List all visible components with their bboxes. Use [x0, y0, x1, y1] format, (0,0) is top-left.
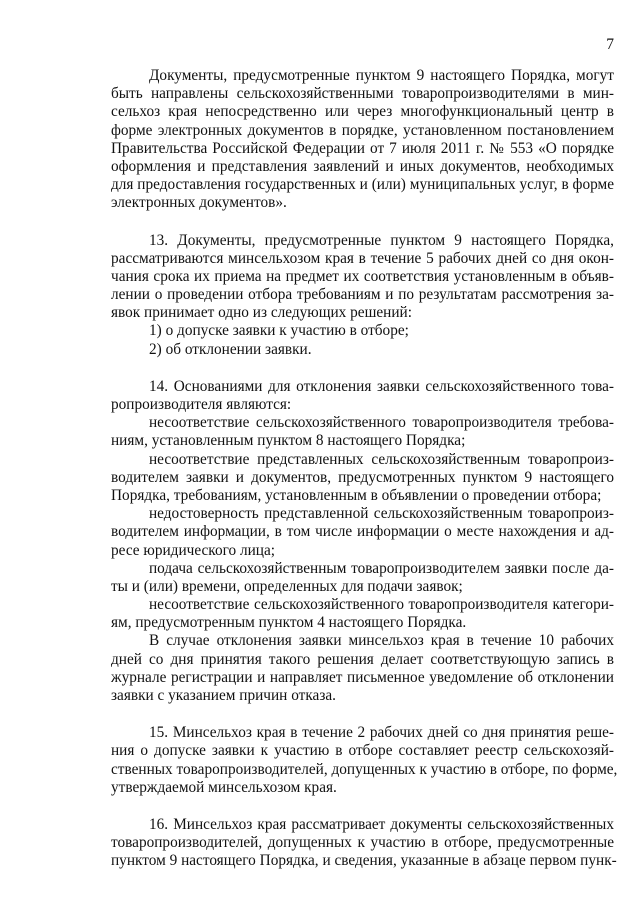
text-line: для предоставления государственных и (или) муниципальных услуг, в форме [111, 176, 614, 194]
paragraph-gap [111, 705, 614, 724]
text-line: ты и (или) времени, определенных для подачи заявок; [111, 577, 463, 595]
text-line: товаропроизводителей, допущенных к участию в отборе, предусмотренные [111, 834, 614, 852]
text-line: форме электронных документов в порядке, установленном постановлением [111, 121, 614, 139]
text-line: электронных документов». [111, 194, 287, 212]
paragraph-gap [111, 359, 614, 378]
text-line: ственных товаропроизводителей, допущенных к участию в отборе, по форме, [111, 760, 618, 778]
text-line: Порядка, требованиям, установленным в объявлении о проведении отбора; [111, 486, 602, 504]
text-line: рассматриваются минсельхозом края в течение 5 рабочих дней со дня окон- [111, 249, 614, 267]
text-line: сельхоз края непосредственно или через многофункциональный центр в [111, 103, 614, 121]
paragraph-gap [111, 213, 614, 232]
paragraph [111, 67, 614, 213]
text-line: журнале регистрации и направляет письменное уведомление об отклонении [111, 668, 614, 686]
text-line: пунктом 9 настоящего Порядка, и сведения, указанные в абзаце первом пунк- [111, 852, 617, 870]
text-line: 16. Минсельхоз края рассматривает документы сельскохозяйственных [149, 815, 614, 833]
paragraph [111, 378, 614, 705]
text-line: подача сельскохозяйственным товаропроизводителем заявки после да- [149, 559, 614, 577]
text-line: В случае отклонения заявки минсельхоз края в течение 10 рабочих [149, 632, 614, 650]
text-line: заявки с указанием причин отказа. [111, 687, 336, 704]
text-line: дней со дня принятия такого решения делает соответствующую запись в [111, 650, 614, 668]
text-line: ниям, установленным пунктом 8 настоящего Порядка; [111, 432, 466, 450]
text-line: 14. Основаниями для отклонения заявки сельскохозяйственного това- [149, 377, 614, 395]
text-line: 1) о допуске заявки к участию в отборе; [149, 322, 409, 340]
text-line: водителем заявки и документов, предусмотренных пунктом 9 настоящего [111, 468, 614, 486]
text-line: несоответствие представленных сельскохозяйственным товаропроиз- [149, 450, 614, 468]
paragraph [111, 724, 618, 797]
text-line: ям, предусмотренным пунктом 4 настоящего Порядка. [111, 614, 467, 632]
text-line: лении о проведении отбора требованиям и по результатам рассмотрения за- [111, 286, 614, 304]
paragraph [111, 815, 617, 871]
text-line: чания срока их приема на предмет их соответствия установленным в объяв- [111, 267, 614, 285]
text-line: ропроизводителя являются: [111, 396, 292, 413]
paragraph [111, 232, 614, 359]
text-line: недостоверность представленной сельскохозяйственным товаропроиз- [149, 505, 614, 523]
text-line: несоответствие сельскохозяйственного товаропроизводителя требова- [149, 414, 614, 432]
text-line: ресе юридического лица; [111, 541, 276, 559]
document-body [111, 67, 618, 871]
text-line: Правительства Российской Федерации от 7 июля 2011 г. № 553 «О порядке [111, 139, 614, 157]
text-line: явок принимает одно из следующих решений: [111, 304, 412, 322]
paragraph-gap [111, 797, 614, 816]
text-line: оформления и представления заявлений и иных документов, необходимых [111, 157, 614, 175]
text-line: утверждаемой минсельхозом края. [111, 778, 337, 796]
text-line: водителем информации, в том числе информации о месте нахождения и ад- [111, 523, 614, 541]
page-number: 7 [606, 36, 614, 53]
text-line: ния о допуске заявки к участию в отборе составляет реестр сельскохозяй- [111, 742, 614, 760]
text-line: 15. Минсельхоз края в течение 2 рабочих дней со дня принятия реше- [149, 724, 614, 742]
text-line: 2) об отклонении заявки. [149, 340, 312, 358]
text-line: быть направлены сельскохозяйственными товаропроизводителями в мин- [111, 85, 614, 103]
text-line: несоответствие сельскохозяйственного товаропроизводителя категори- [149, 596, 614, 614]
text-line: Документы, предусмотренные пунктом 9 настоящего Порядка, могут [149, 67, 614, 84]
text-line: 13. Документы, предусмотренные пунктом 9 настоящего Порядка, [149, 231, 614, 249]
